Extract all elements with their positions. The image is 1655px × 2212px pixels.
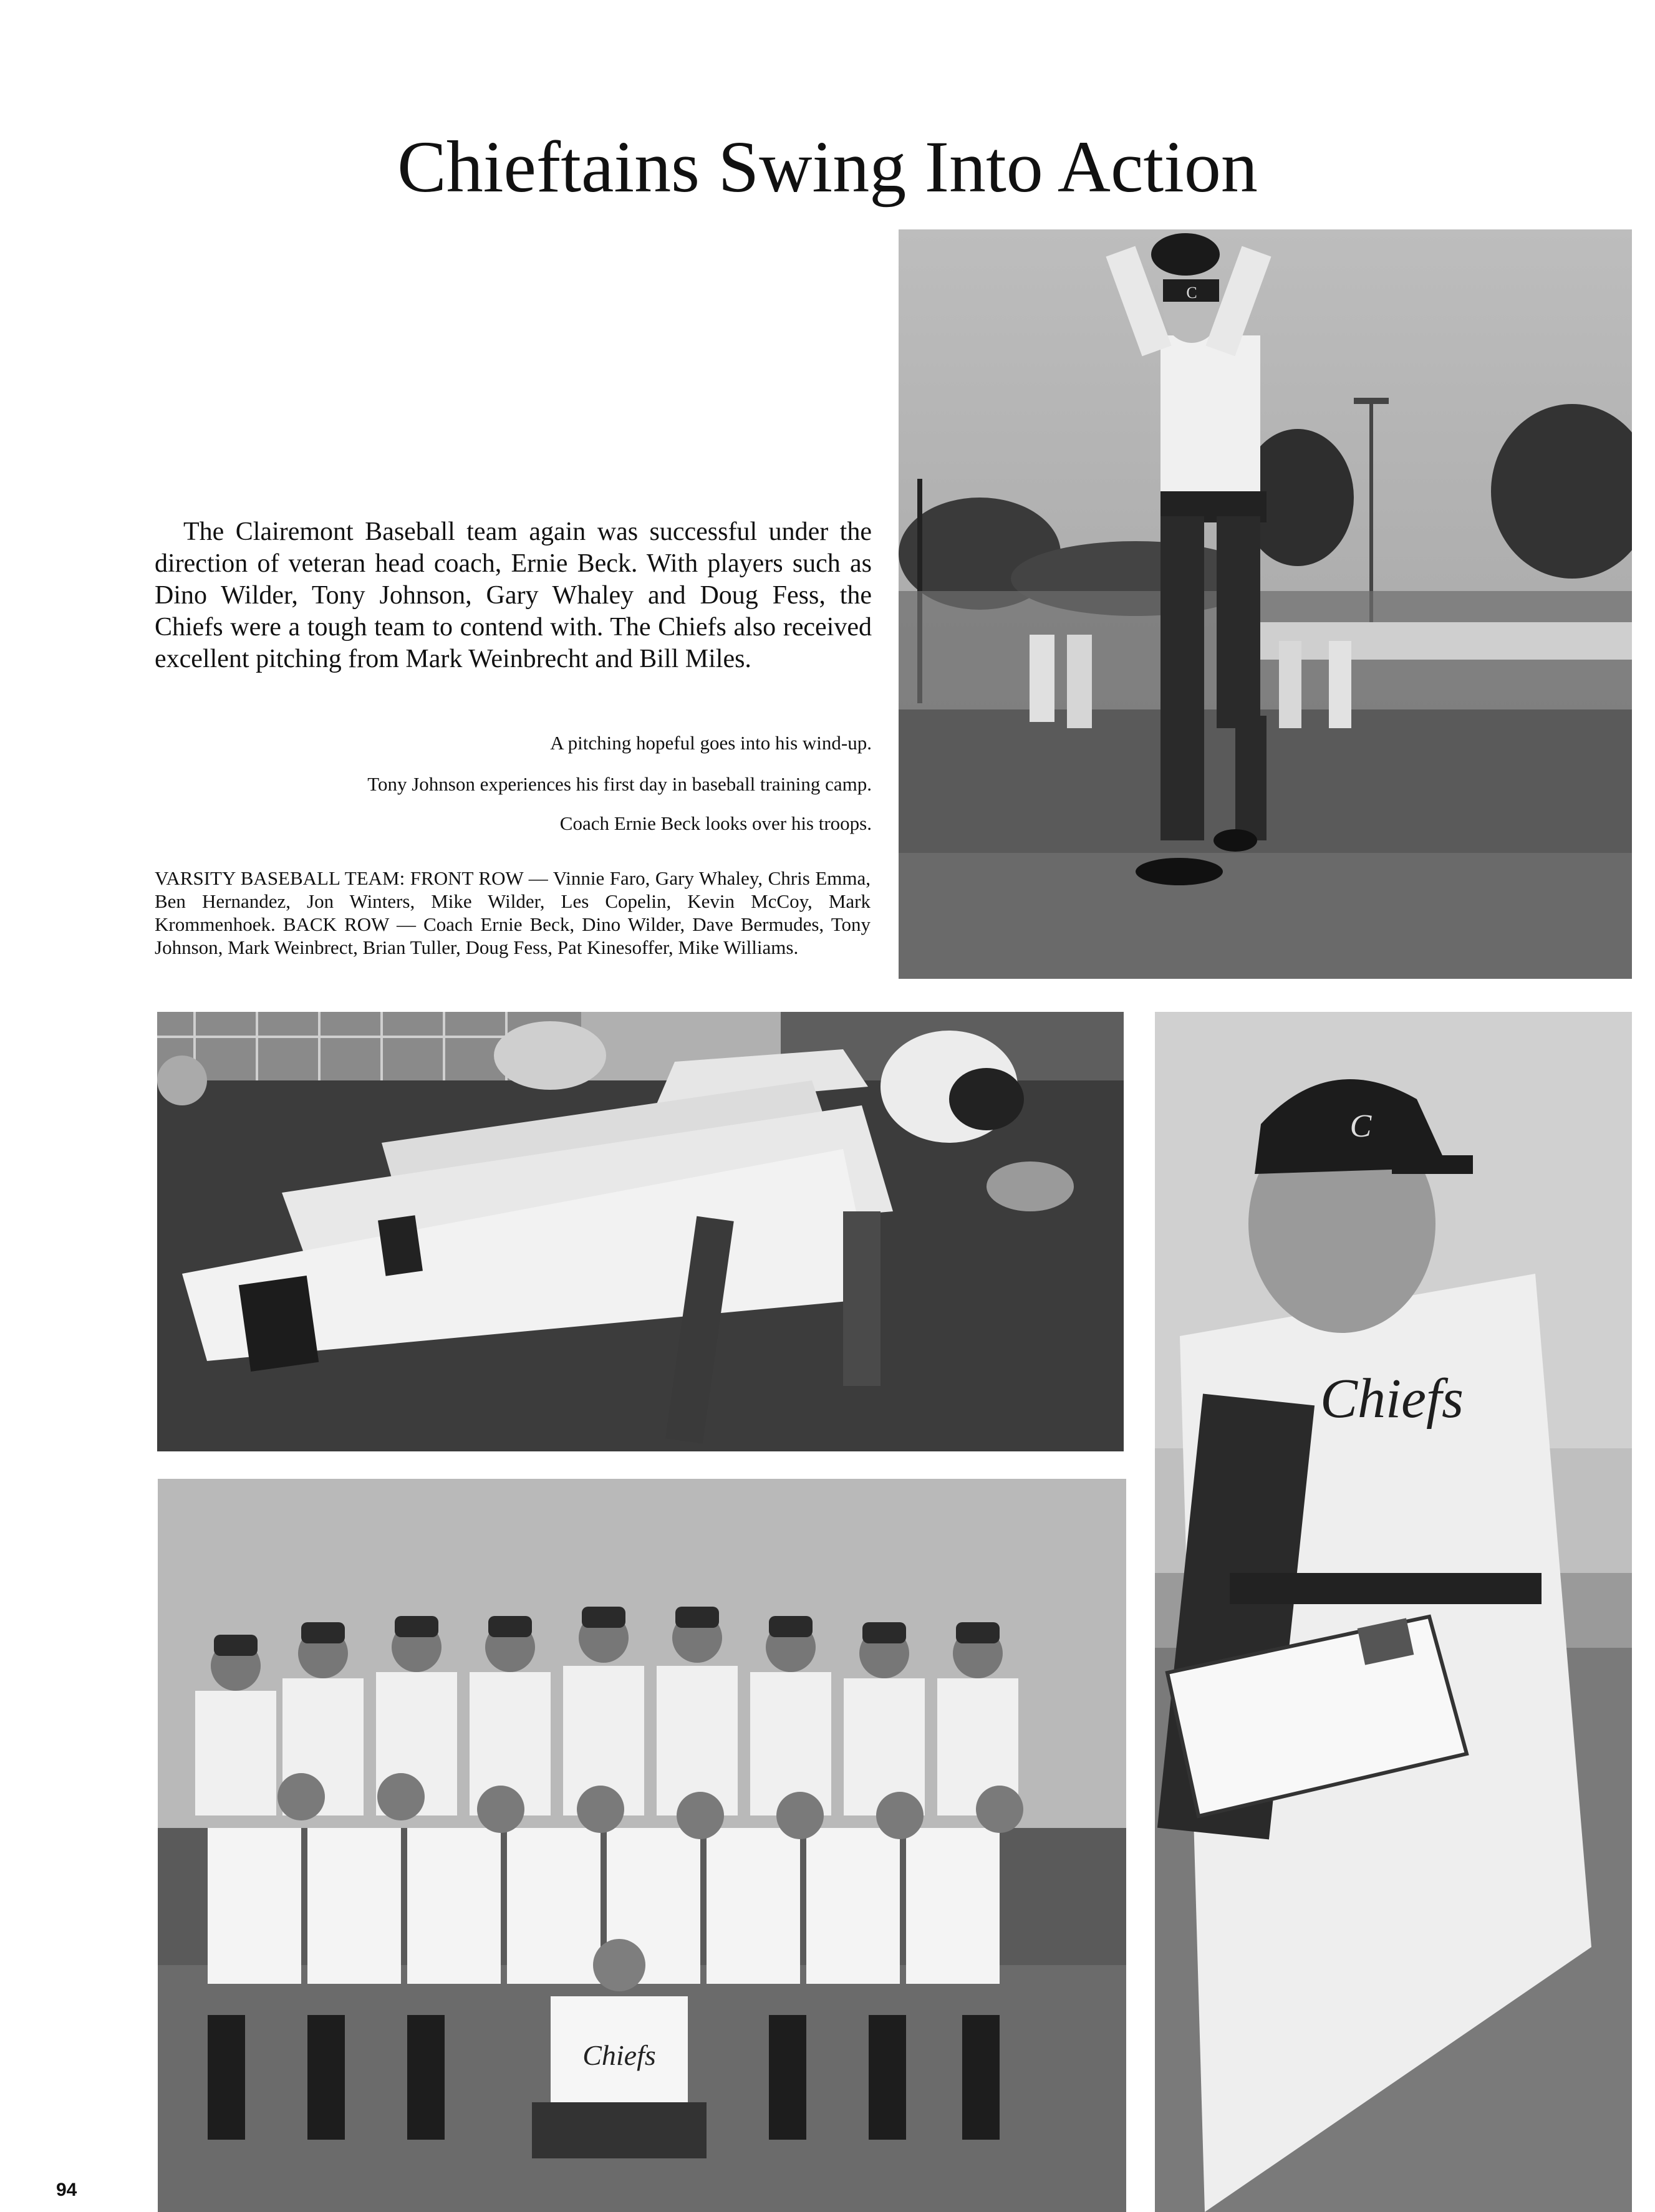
page-title: Chieftains Swing Into Action	[397, 126, 1258, 208]
story-text: The Clairemont Baseball team again was successful under the direction of veteran head coach, Ernie Beck. With players such as Dino Wilder, Tony Johnson, Gary Whaley and Doug Fess, the Chiefs were a tough team to contend with. The Chiefs also received excellent pitching from Mark Weinbrecht and Bill Miles.	[155, 517, 872, 673]
pitcher-cap-letter: C	[1186, 284, 1197, 302]
coach-photo-image	[1155, 1012, 1632, 2212]
team-uniform-text: Chiefs	[582, 2039, 656, 2071]
photo-pitcher-windup	[899, 229, 1632, 979]
photo-pushups-training	[157, 1012, 1124, 1451]
coach-uniform-text: Chiefs	[1320, 1368, 1464, 1430]
caption-pitcher: A pitching hopeful goes into his wind-up.	[550, 732, 872, 754]
caption-coach: Coach Ernie Beck looks over his troops.	[559, 812, 872, 834]
photo-coach-beck	[1155, 1012, 1632, 2212]
caption-team: VARSITY BASEBALL TEAM: FRONT ROW — Vinnie Faro, Gary Whaley, Chris Emma, Ben Hernandez, Jon Winters, Mike Wilder, Les Copelin, Kevin McCoy, Mark Krommenhoek. BACK ROW — Coach Ernie Beck, Dino Wilder, Dave Bermudes, Tony Johnson, Mark Weinbrect, Brian Tuller, Doug Fess, Pat Kinesoffer, Mike Williams.	[155, 867, 871, 958]
team-photo-image	[158, 1479, 1126, 2212]
caption-pushups: Tony Johnson experiences his first day in baseball training camp.	[367, 773, 872, 795]
page-number: 94	[56, 2180, 77, 2200]
photo-varsity-team	[158, 1479, 1126, 2212]
pitcher-photo-image	[899, 229, 1632, 979]
pushups-photo-image	[157, 1012, 1124, 1451]
coach-cap-letter: C	[1349, 1108, 1372, 1144]
